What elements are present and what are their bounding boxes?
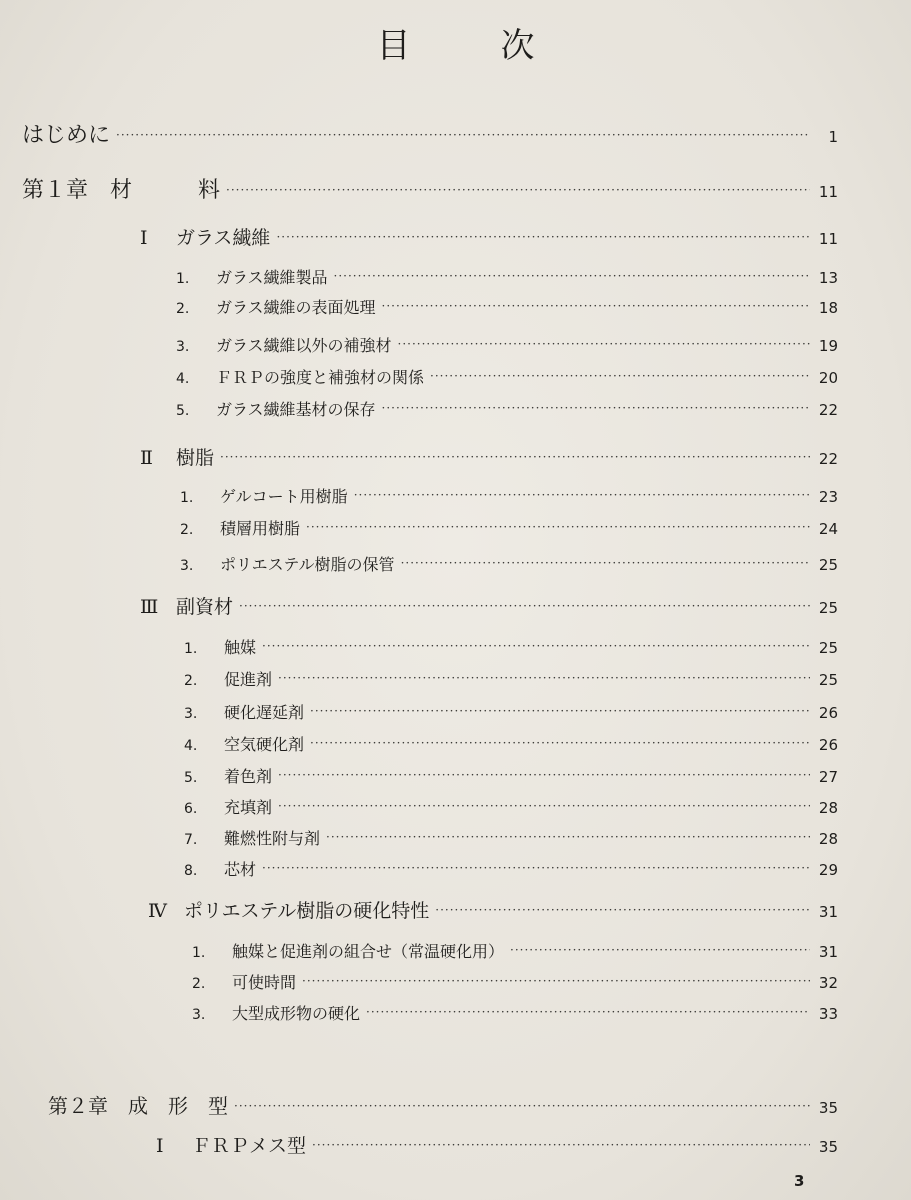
toc-entry-page: 19 [818, 337, 838, 355]
leader-dots [302, 974, 810, 988]
leader-dots [310, 736, 810, 750]
toc-entry-label: 触媒 [224, 638, 257, 657]
toc-entry-subsection [184, 857, 838, 880]
leader-dots [354, 488, 810, 502]
toc-entry-section [148, 896, 838, 923]
leader-dots [278, 799, 810, 813]
toc-entry-section [140, 443, 838, 470]
toc-entry-number: 3. [192, 1007, 206, 1023]
toc-entry-page: 31 [818, 903, 838, 921]
toc-entry-introduction [22, 118, 838, 149]
toc-entry-subsection [184, 667, 838, 690]
toc-entry-number: 1. [192, 945, 206, 961]
toc-entry-page: 24 [818, 520, 838, 538]
toc-entry-subsection [192, 939, 838, 962]
toc-entry-page: 11 [818, 230, 838, 248]
toc-entry-subsection [180, 484, 838, 507]
toc-entry-label: ガラス繊維製品 [216, 268, 328, 287]
toc-entry-page: 18 [818, 299, 838, 317]
toc-entry-page: 1 [828, 128, 838, 146]
toc-entry-label: 難燃性附与剤 [224, 829, 321, 848]
toc-entry-page: 25 [818, 639, 838, 657]
toc-entry-label: ポリエステル樹脂の保管 [220, 555, 395, 574]
leader-dots [382, 299, 810, 313]
toc-entry-page: 26 [818, 736, 838, 754]
toc-entry-number: 1. [176, 271, 190, 287]
leader-dots [262, 861, 810, 875]
toc-entry-subsection [180, 516, 838, 539]
toc-entry-subsection [176, 365, 838, 388]
toc-entry-page: 28 [818, 799, 838, 817]
toc-entry-number: 8. [184, 863, 198, 879]
leader-dots [382, 401, 810, 415]
toc-entry-label: はじめに [22, 123, 111, 148]
leader-dots [306, 520, 810, 534]
leader-dots [510, 943, 810, 957]
leader-dots [220, 450, 810, 464]
toc-entry-subsection [184, 635, 838, 658]
leader-dots [262, 639, 810, 653]
toc-entry-number: 3. [184, 706, 198, 722]
toc-entry-chapter-1 [22, 173, 838, 204]
toc-entry-page: 35 [818, 1099, 838, 1117]
toc-entry-section [140, 223, 838, 250]
toc-entry-label: ガラス繊維 [176, 227, 271, 249]
leader-dots [430, 369, 810, 383]
leader-dots [239, 599, 810, 613]
toc-entry-subsection [184, 700, 838, 723]
toc-entry-subsection [192, 970, 838, 993]
toc-entry-label: ポリエステル樹脂の硬化特性 [184, 900, 430, 922]
toc-entry-label: ＦＲＰの強度と補強材の関係 [216, 368, 425, 387]
toc-entry-number: 4. [184, 738, 198, 754]
leader-dots [278, 768, 810, 782]
leader-dots [398, 337, 810, 351]
leader-dots [226, 183, 810, 197]
toc-entry-subsection [192, 1001, 838, 1024]
toc-entry-page: 25 [818, 556, 838, 574]
toc-entry-number: 2. [180, 522, 194, 538]
toc-entry-page: 27 [818, 768, 838, 786]
leader-dots [116, 128, 810, 142]
toc-entry-number: Ⅰ [156, 1135, 164, 1157]
toc-entry-page: 31 [818, 943, 838, 961]
toc-entry-label: 大型成形物の硬化 [232, 1004, 361, 1023]
leader-dots [334, 269, 810, 283]
leader-dots [366, 1005, 810, 1019]
leader-dots [278, 671, 810, 685]
toc-entry-label: 充填剤 [224, 798, 273, 817]
leader-dots [312, 1138, 810, 1152]
leader-dots [234, 1099, 810, 1113]
toc-entry-label: 着色剤 [224, 767, 273, 786]
page-number: 3 [794, 1172, 805, 1190]
toc-entry-number: 2. [184, 673, 198, 689]
toc-entry-number: Ⅳ [148, 900, 167, 922]
toc-entry-label: ガラス繊維の表面処理 [216, 298, 376, 317]
toc-entry-subsection [176, 265, 838, 288]
toc-entry-label: 副資材 [176, 596, 234, 618]
toc-entry-number: Ⅰ [140, 227, 148, 249]
toc-entry-page: 28 [818, 830, 838, 848]
toc-entry-label: 樹脂 [176, 447, 215, 469]
toc-entry-number: Ⅲ [140, 596, 159, 618]
toc-entry-page: 26 [818, 704, 838, 722]
toc-entry-page: 25 [818, 599, 838, 617]
toc-entry-number: 5. [184, 770, 198, 786]
toc-entry-subsection [184, 764, 838, 787]
toc-entry-number: 3. [180, 558, 194, 574]
toc-entry-label: 可使時間 [232, 973, 297, 992]
toc-entry-number: 5. [176, 403, 190, 419]
toc-entry-page: 33 [818, 1005, 838, 1023]
toc-entry-label: 空気硬化剤 [224, 735, 305, 754]
toc-entry-page: 35 [818, 1138, 838, 1156]
toc-entry-page: 32 [818, 974, 838, 992]
toc-entry-section [140, 592, 838, 619]
toc-entry-subsection [176, 397, 838, 420]
toc-entry-number: 3. [176, 339, 190, 355]
toc-entry-subsection [184, 795, 838, 818]
toc-entry-chapter-2 [48, 1090, 838, 1119]
leader-dots [276, 230, 810, 244]
toc-entry-number: Ⅱ [140, 447, 153, 469]
toc-entry-number: 7. [184, 832, 198, 848]
toc-entry-page: 13 [818, 269, 838, 287]
page-title: 目 次 [376, 26, 563, 66]
toc-entry-subsection [184, 732, 838, 755]
toc-entry-subsection [176, 333, 838, 356]
toc-entry-subsection [184, 826, 838, 849]
toc-entry-number: 6. [184, 801, 198, 817]
toc-entry-label: ガラス繊維以外の補強材 [216, 336, 392, 355]
toc-entry-number: 2. [176, 301, 190, 317]
toc-entry-label: 芯材 [224, 860, 257, 879]
toc-entry-page: 22 [818, 401, 838, 419]
toc-entry-page: 11 [818, 183, 838, 201]
toc-entry-label: 第１章 材 料 [22, 178, 221, 203]
toc-entry-number: 2. [192, 976, 206, 992]
toc-entry-page: 22 [818, 450, 838, 468]
leader-dots [401, 556, 810, 570]
toc-entry-label: 触媒と促進剤の組合せ（常温硬化用） [232, 942, 505, 961]
toc-entry-number: 4. [176, 371, 190, 387]
toc-entry-number: 1. [184, 641, 198, 657]
toc-entry-subsection [176, 295, 838, 318]
toc-entry-label: 第２章 成 形 型 [48, 1094, 228, 1118]
toc-entry-label: 促進剤 [224, 670, 273, 689]
leader-dots [310, 704, 810, 718]
leader-dots [326, 830, 810, 844]
toc-entry-page: 29 [818, 861, 838, 879]
toc-entry-subsection [180, 552, 838, 575]
toc-entry-label: ゲルコート用樹脂 [220, 487, 348, 506]
toc-entry-label: 積層用樹脂 [220, 519, 301, 538]
toc-entry-label: ガラス繊維基材の保存 [216, 400, 376, 419]
toc-entry-label: ＦＲＰメス型 [192, 1135, 307, 1157]
toc-entry-page: 23 [818, 488, 838, 506]
toc-entry-section [156, 1131, 838, 1158]
toc-entry-number: 1. [180, 490, 194, 506]
toc-entry-page: 25 [818, 671, 838, 689]
leader-dots [435, 903, 810, 917]
toc-entry-page: 20 [818, 369, 838, 387]
toc-entry-label: 硬化遅延剤 [224, 703, 305, 722]
